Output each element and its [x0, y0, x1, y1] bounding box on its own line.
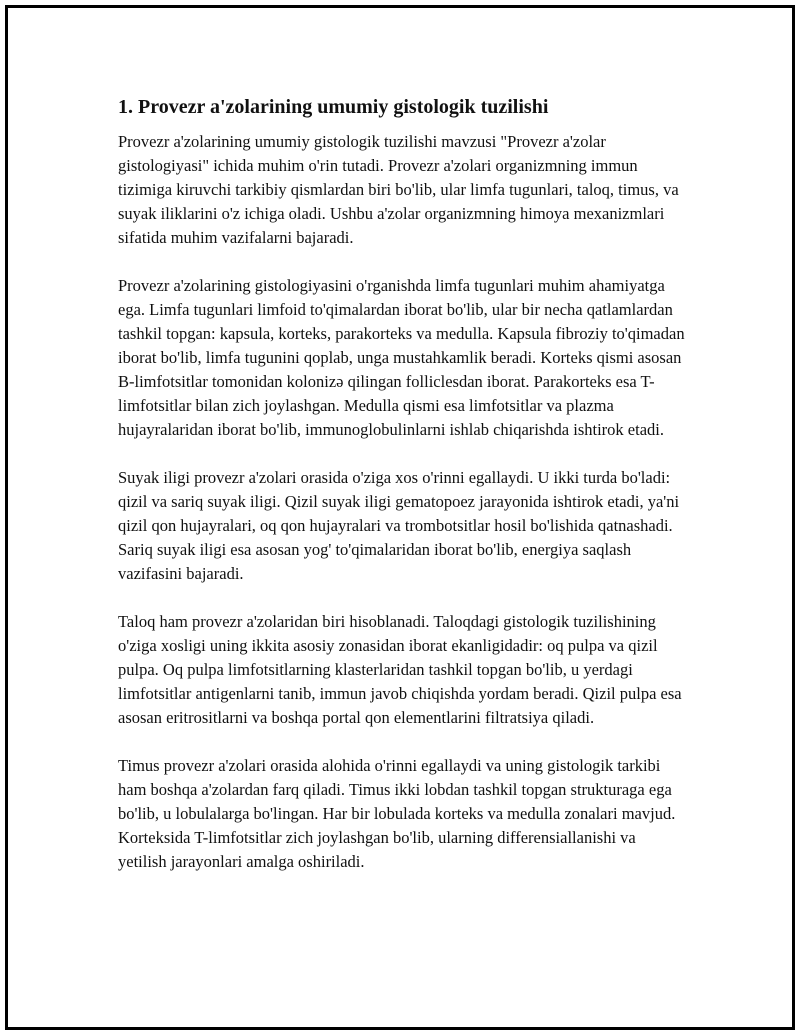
paragraph-lymph-nodes: Provezr a'zolarining gistologiyasini o'rganishda limfa tugunlari muhim ahamiyatga ega. Limfa tugunlari limfoid to'qimalardan iborat bo'lib, ular bir necha qatlamlardan tashkil topgan: kapsula, korteks, parakorteks va medulla. Kapsula fibroziy to'qimadan iborat bo'lib, limfa tugunini qoplab, unga mustahkamlik beradi. Korteks qismi asosan B-limfotsitlar tomonidan kolonizə qilingan folliclesdan iborat. Parakorteks esa T-limfotsitlar bilan zich joylashgan. Medulla qismi esa limfotsitlar va plazma hujayralaridan iborat bo'lib, immunoglobulinlarni ishlab chiqarishda ishtirok etadi. [118, 276, 685, 439]
paragraph-thymus: Timus provezr a'zolari orasida alohida o'rinni egallaydi va uning gistologik tarkibi ham boshqa a'zolardan farq qiladi. Timus ikki lobdan tashkil topgan strukturaga ega bo'lib, u lobulalarga bo'lingan. Har bir lobulada korteks va medulla zonalari mavjud. Korteksida T-limfotsitlar zich joylashgan bo'lib, ularning differensiallanishi va yetilish jarayonlari amalga oshiriladi. [118, 756, 676, 871]
paragraph-bone-marrow: Suyak iligi provezr a'zolari orasida o'ziga xos o'rinni egallaydi. U ikki turda bo'ladi: qizil va sariq suyak iligi. Qizil suyak iligi gematopoez jarayonida ishtirok etadi, ya'ni qizil qon hujayralari, oq qon hujayralari va trombotsitlar hosil bo'lishida qatnashadi. Sariq suyak iligi esa asosan yog' to'qimalaridan iborat bo'lib, energiya saqlash vazifasini bajaradi. [118, 468, 680, 583]
paragraph-intro: Provezr a'zolarining umumiy gistologik tuzilishi mavzusi "Provezr a'zolar gistologiyasi" ichida muhim o'rin tutadi. Provezr a'zolari organizmning immun tizimiga kiruvchi tarkibiy qismlardan biri bo'lib, ular limfa tugunlari, taloq, timus, va suyak iliklarini o'z ichiga oladi. Ushbu a'zolar organizmning himoya mexanizmlari sifatida muhim vazifalarni bajaradi. [118, 132, 679, 247]
document-body [118, 94, 688, 898]
section-heading: 1. Provezr a'zolarining umumiy gistologik tuzilishi [118, 96, 549, 118]
paragraph-spleen: Taloq ham provezr a'zolaridan biri hisoblanadi. Taloqdagi gistologik tuzilishining o'ziga xosligi uning ikkita asosiy zonasidan iborat ekanligidadir: oq pulpa va qizil pulpa. Oq pulpa limfotsitlarning klasterlaridan tashkil topgan bo'lib, u yerdagi limfotsitlar antigenlarni tanib, immun javob chiqishda yordam beradi. Qizil pulpa esa asosan eritrositlarni va boshqa portal qon elementlarini filtratsiya qiladi. [118, 612, 682, 727]
